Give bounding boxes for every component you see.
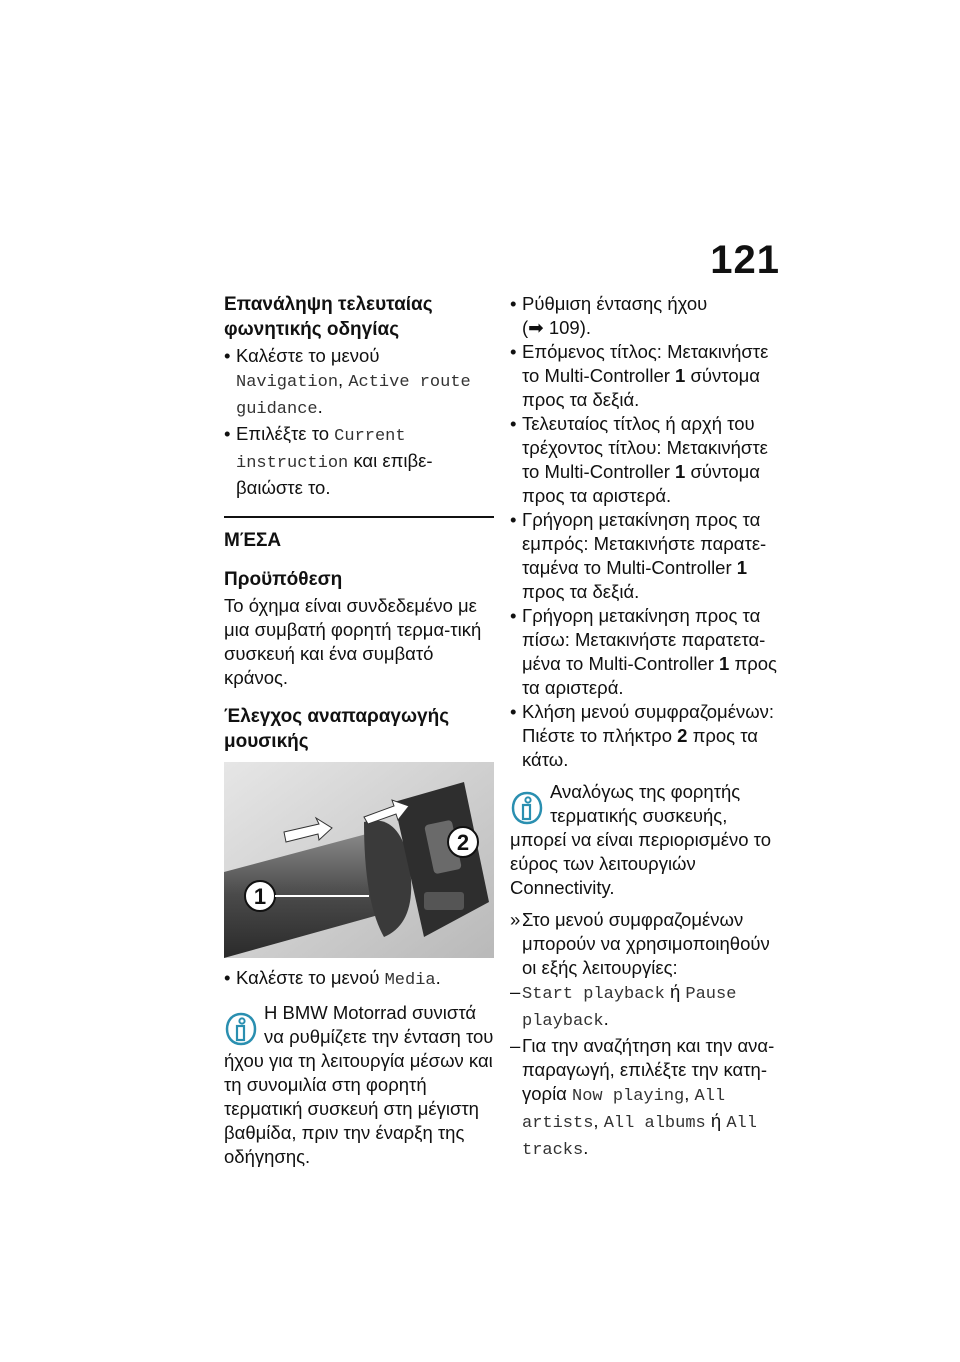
bullet-rewind: • Γρήγορη μετακίνηση προς τα πίσω: Μετακινήστε παρατετα-μένα το Multi-Controller 1 προς τα αριστερά. xyxy=(510,605,777,698)
heading-music-control: Έλεγχος αναπαραγωγής μουσικής xyxy=(224,706,450,752)
bullet-dot: • xyxy=(224,345,231,366)
handlebar-controls-image xyxy=(224,762,494,958)
bullet-dot: • xyxy=(510,413,517,434)
dash-marker: – xyxy=(510,981,521,1002)
bullet-dot: • xyxy=(224,967,231,988)
dash-marker: – xyxy=(510,1035,521,1056)
bullet-next-title: • Επόμενος τίτλος: Μετακινήστε το Multi-Controller 1 σύντομα προς τα δεξιά. xyxy=(510,341,769,410)
bullet-call-navigation: • Καλέστε το μενού Navigation, Active route guidance. xyxy=(224,345,471,419)
info-note-volume: Η BMW Motorrad συνιστά να ρυθμίζετε την ένταση του ήχου για τη λειτουργία μέσων και τη συνομιλία στη φορητή τερματική συσκευή στη μέγιστη βαθμίδα, πριν την έναρξη της οδήγησης. xyxy=(224,1002,494,1167)
bullet-dot: • xyxy=(510,293,517,314)
bullet-dot: • xyxy=(510,341,517,362)
heading-repeat-instruction: Επανάληψη τελευταίας φωνητικής οδηγίας xyxy=(224,294,433,340)
bullet-fast-forward: • Γρήγορη μετακίνηση προς τα εμπρός: Μετακινήστε παρατε-ταμένα το Multi-Controller 1 προς τα δεξιά. xyxy=(510,509,767,602)
dash-item-playback: – Start playback ή Pause playback. xyxy=(510,981,737,1031)
section-title-media: ΜΈΣΑ xyxy=(224,530,282,551)
result-context-menu: » Στο μενού συμφραζομένων μπορούν να χρησιμοποιηθούν οι εξής λειτουργίες: xyxy=(510,909,770,978)
bullet-volume: • Ρύθμιση έντασης ήχου (➡ 109). xyxy=(510,293,708,338)
section-divider xyxy=(224,516,494,518)
bullet-dot: • xyxy=(224,423,231,444)
bullet-context-menu: • Κλήση μενού συμφραζομένων: Πιέστε το πλήκτρο 2 προς τα κάτω. xyxy=(510,701,775,770)
bullet-dot: • xyxy=(510,509,517,530)
heading-prerequisite: Προϋπόθεση xyxy=(224,569,343,590)
page-reference-arrow-icon: ➡ xyxy=(528,317,544,338)
result-marker-icon: » xyxy=(510,909,521,930)
bullet-previous-title: • Τελευταίος τίτλος ή αρχή του τρέχοντος τίτλου: Μετακινήστε το Multi-Controller 1 σύντομα προς τα αριστερά. xyxy=(510,413,768,506)
figure-label-1: 1 xyxy=(253,884,267,909)
info-icon xyxy=(224,1011,258,1049)
right-column xyxy=(510,292,785,1163)
figure-label-2: 2 xyxy=(456,830,470,855)
bullet-select-current: • Επιλέξτε το Current instruction και επιβε-βαιώστε το. xyxy=(224,423,433,498)
handlebar-illustration xyxy=(224,762,494,958)
prerequisite-text: Το όχημα είναι συνδεδεμένο με μια συμβατή φορητή τερμα-τική συσκευή και ένα συμβατό κράνος. xyxy=(224,595,482,688)
bullet-call-media: • Καλέστε το μενού Media. xyxy=(224,967,441,990)
page-number: 121 xyxy=(710,238,780,282)
dash-item-search: – Για την αναζήτηση και την ανα-παραγωγή, επιλέξτε την κατη-γορία Now playing, All artists, All albums ή All tracks. xyxy=(510,1035,775,1160)
info-note-connectivity: Αναλόγως της φορητής τερματικής συσκευής, μπορεί να είναι περιορισμένο το εύρος των λειτουργιών Connectivity. xyxy=(510,781,772,898)
left-column xyxy=(224,292,494,1177)
bullet-dot: • xyxy=(510,701,517,722)
bullet-dot: • xyxy=(510,605,517,626)
info-icon xyxy=(510,790,544,828)
